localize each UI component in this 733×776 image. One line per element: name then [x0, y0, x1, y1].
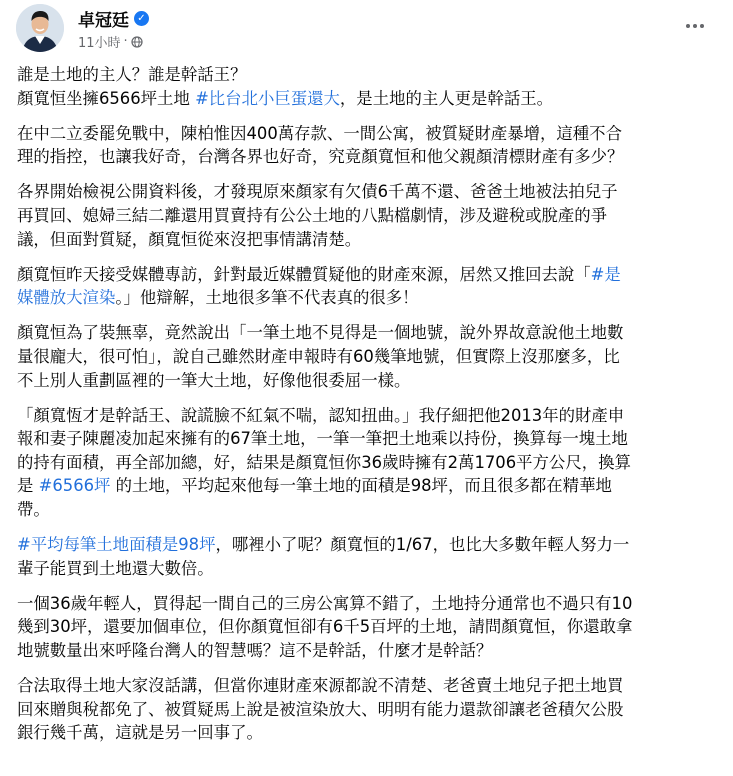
- post-text: 各界開始檢視公開資料後，才發現原來顏家有欠債6千萬不還、爸爸土地被法拍兒子: [17, 182, 618, 202]
- author-name[interactable]: 卓冠廷: [78, 11, 129, 31]
- hashtag-link[interactable]: 媒體放大渲染: [17, 288, 116, 308]
- post-text: 帶。: [17, 500, 50, 519]
- hashtag-link[interactable]: #平均每筆土地面積是98坪: [17, 535, 216, 555]
- post-text: 幾到30坪，還要加個車位，但你顏寬恒卻有6千5百坪的土地，請問顏寬恒，你還敢拿: [17, 617, 633, 637]
- post-text: 的持有面積，再全部加總，好，結果是顏寬恒你36歲時擁有2萬1706平方公尺，換算: [17, 452, 631, 472]
- globe-icon[interactable]: [131, 36, 143, 48]
- post-text: 的土地，平均起來他每一筆土地的面積是98坪，而且很多都在精華地: [110, 476, 612, 496]
- hashtag-link[interactable]: #6566坪: [38, 476, 111, 496]
- post-paragraph: [17, 533, 717, 580]
- hashtag-link[interactable]: #是: [590, 264, 621, 284]
- post-text: 「顏寬恆才是幹話王、說謊臉不紅氣不喘，認知扭曲。」我仔細把他2013年的財產申: [17, 405, 625, 425]
- verified-badge-icon: ✓: [134, 11, 149, 26]
- post-paragraph: [17, 180, 717, 251]
- post-paragraph: [17, 263, 717, 310]
- post-text: 地號數量出來呼隆台灣人的智慧嗎？這不是幹話，什麼才是幹話？: [17, 640, 493, 660]
- post-header: [16, 4, 717, 52]
- post-paragraph: [17, 592, 717, 663]
- post-text: 輩子能買到土地還大數倍。: [17, 558, 214, 578]
- post-paragraph: [17, 122, 717, 169]
- post-text: 。」他辯解，土地很多筆不代表真的很多！: [115, 288, 419, 308]
- post-text: ，哪裡小了呢？顏寬恒的1/67，也比大多數年輕人努力一: [215, 535, 630, 555]
- more-options-icon[interactable]: [681, 12, 709, 40]
- author-avatar[interactable]: [16, 4, 64, 52]
- post-text: 合法取得土地大家沒話講，但當你連財產來源都說不清楚、老爸賣土地兒子把土地買: [17, 676, 624, 696]
- post-time[interactable]: 11小時: [78, 36, 121, 51]
- post-text: 在中二立委罷免戰中，陳柏惟因400萬存款、一間公寓，被質疑財產暴增，這種不合: [17, 123, 622, 143]
- post-paragraph: [17, 674, 717, 745]
- post-text: 再買回、媳婦三結二離還用買賣持有公公土地的八點檔劇情，涉及避稅或脫產的爭: [17, 205, 608, 225]
- post-text: 銀行幾千萬，這就是另一回事了。: [17, 723, 263, 743]
- dot-separator: ·: [123, 34, 128, 49]
- hashtag-link[interactable]: #比台北小巨蛋還大: [195, 88, 340, 108]
- post-text: 不上別人重劃區裡的一筆大土地，好像他很委屈一樣。: [17, 370, 411, 390]
- post-body: [17, 63, 717, 756]
- post-text: 量很龐大，很可怕」，說自己雖然財產申報時有60幾筆地號，但實際上沒那麼多，比: [17, 346, 620, 366]
- avatar-portrait-icon: [16, 4, 64, 52]
- post-text: 顏寬恒為了裝無辜，竟然說出「一筆土地不見得是一個地號，說外界故意說他土地數: [17, 323, 624, 343]
- post-meta: [78, 32, 143, 51]
- post-paragraph: [17, 63, 717, 110]
- author-row: [78, 6, 149, 31]
- post-text: 誰是土地的主人？誰是幹話王？: [17, 65, 247, 84]
- post-text: 顏寬恒昨天接受媒體專訪，針對最近媒體質疑他的財產來源，居然又推回去說「: [17, 264, 591, 284]
- post-text: 報和妻子陳麗凌加起來擁有的67筆土地，一筆一筆把土地乘以持份，換算每一塊土地: [17, 429, 628, 449]
- post-paragraph: [17, 321, 717, 392]
- post-text: 理的指控，也讓我好奇，台灣各界也好奇，究竟顏寬恒和他父親顏清標財產有多少？: [17, 147, 624, 167]
- post-text: 議，但面對質疑，顏寬恒從來沒把事情講清楚。: [17, 229, 362, 249]
- post-text: 顏寬恒坐擁6566坪土地: [17, 88, 196, 108]
- post-text: ，是土地的主人更是幹話王。: [339, 88, 553, 108]
- post-text: 一個36歲年輕人，買得起一間自己的三房公寓算不錯了，土地持分通常也不過只有10: [17, 593, 633, 613]
- post-text: 回來贈與稅都免了、被質疑馬上說是被渲染放大、明明有能力還款卻讓老爸積欠公股: [17, 699, 624, 719]
- post-paragraph: [17, 404, 717, 522]
- post-text: 是: [17, 476, 39, 496]
